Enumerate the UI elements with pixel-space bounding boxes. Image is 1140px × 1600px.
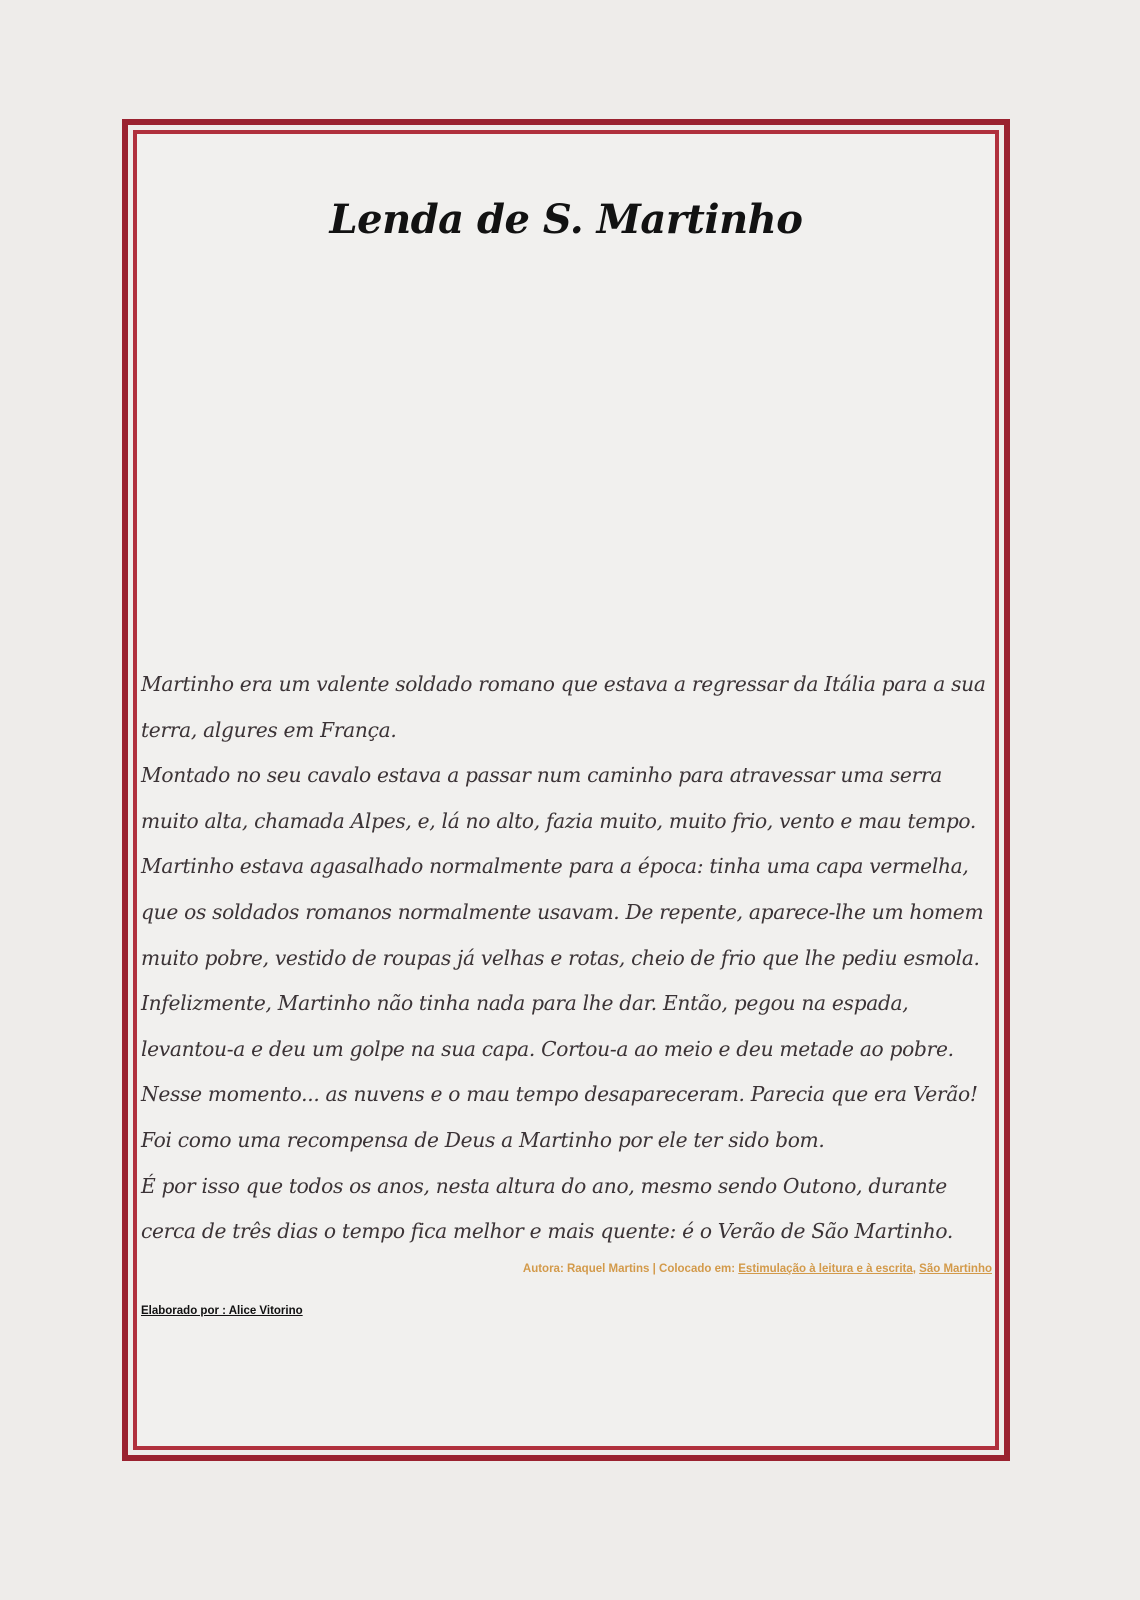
credit-line [523, 1263, 992, 1275]
author-credit: Elaborado por : Alice Vitorino [141, 1305, 303, 1317]
credit-text: Autora: Raquel Martins | Colocado em: [522, 1263, 739, 1275]
story-paragraph-2: Montado no seu cavalo estava a passar num caminho para atravessar uma serra muito alta, chamada Alpes, e, lá no alto, fazia muito, muito frio, vento e mau tempo. Martinho estava agasalhado normalmente para a época: tinha uma capa vermelha, que os soldados romanos normalmente usavam. De repente, aparece-lhe um homem muito pobre, vestido de roupas já velhas e rotas, cheio de frio que lhe pediu esmola. [141, 763, 984, 970]
category-link-reading[interactable]: Estimulação à leitura e à escrita [738, 1263, 913, 1275]
story-paragraph-1: Martinho era um valente soldado romano que estava a regressar da Itália para a sua terra, algures em França. [141, 672, 986, 742]
story-body [141, 662, 993, 1255]
document-title: Lenda de S. Martinho [329, 196, 803, 243]
story-paragraph-4: Nesse momento... as nuvens e o mau tempo desapareceram. Parecia que era Verão! Foi como uma recompensa de Deus a Martinho por ele ter sido bom. [141, 1082, 978, 1152]
story-paragraph-5: É por isso que todos os anos, nesta altura do ano, mesmo sendo Outono, durante cerca de três dias o tempo fica melhor e mais quente: é o Verão de São Martinho. [141, 1173, 954, 1244]
category-link-sao-martinho[interactable]: São Martinho [919, 1263, 992, 1275]
credit-separator: , [912, 1263, 920, 1275]
story-paragraph-3: Infelizmente, Martinho não tinha nada para lhe dar. Então, pegou na espada, levantou-a e deu um golpe na sua capa. Cortou-a ao meio e deu metade ao pobre. [141, 991, 954, 1061]
